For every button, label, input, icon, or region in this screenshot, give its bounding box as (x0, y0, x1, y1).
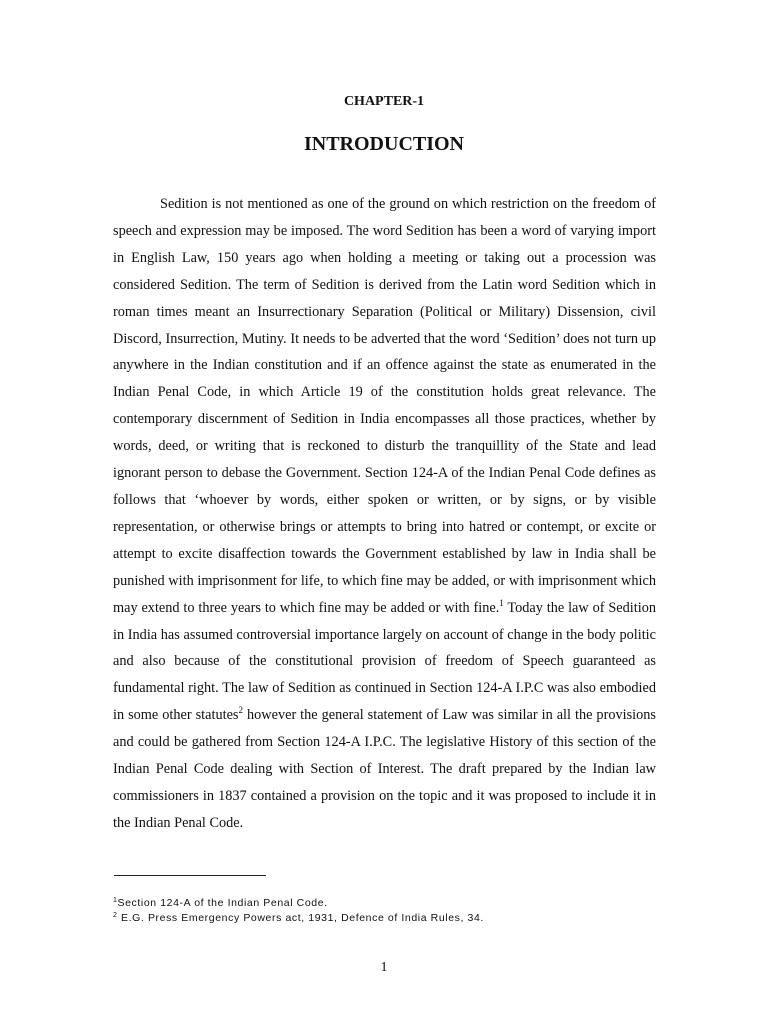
footnote-2 (113, 911, 656, 926)
chapter-label: CHAPTER-1 (343, 94, 425, 109)
footnote-text-1: Section 124-A of the Indian Penal Code. (117, 897, 328, 909)
body-text-part-2: Today the law of Sedition in India has assumed controversial importance largely on account of change in the body politic and also because of the constitutional provision of freedom of Speech guaranteed as fundamental right. The law of Sedition as continued in Section 124-A I.P.C was also embodied in some other statutes (113, 599, 656, 724)
body-text-part-3: however the general statement of Law was similar in all the provisions and could be gathered from Section 124-A I.P.C. The legislative History of this section of the Indian Penal Code dealing with Section of Interest. The draft prepared by the Indian law commissioners in 1837 contained a provision on the topic and it was proposed to include it in the Indian Penal Code. (113, 707, 657, 831)
body-text-part-1: Sedition is not mentioned as one of the ground on which restriction on the freedom of speech and expression may be imposed. The word Sedition has been a word of varying import in English Law, 150 years ago when holding a meeting or taking out a procession was considered Sedition. The term of Sedition is derived from the Latin word Sedition which in roman times meant an Insurrectionary Separation (Political or Military) Dissension, civil Discord, Insurrection, Mutiny. It needs to be adverted that the word ‘Sedition’ does not turn up anywhere in the Indian constitution and if an offence against the state as enumerated in the Indian Penal Code, in which Article 19 of the constitution holds great relevance. The contemporary discernment of Sedition in India encompasses all those practices, whether by words, deed, or writing that is reckoned to disturb the tranquillity of the State and lead ignorant person to debase the Government. Section 124-A of the Indian Penal Code defines as follows that ‘whoever by words, either spoken or written, or by signs, or by visible representation, or otherwise brings or attempts to bring into hatred or contempt, or excite or attempt to excite disaffection towards the Government established by law in India shall be punished with imprisonment for life, to which fine may be added, or with imprisonment which may extend to three years to which fine may be added or with fine. (113, 196, 656, 616)
footnotes (113, 896, 656, 926)
footnote-marker-2: 2 (113, 912, 118, 919)
body-paragraph (113, 191, 656, 837)
page-number: 1 (380, 960, 388, 975)
footnote-marker-1: 1 (113, 897, 118, 904)
footnote-1 (113, 896, 656, 911)
footnote-separator (114, 875, 266, 876)
footnote-reference-2: 2 (238, 705, 243, 716)
footnote-text-2: E.G. Press Emergency Powers act, 1931, Defence of India Rules, 34. (117, 912, 484, 924)
page-title: INTRODUCTION (303, 133, 465, 155)
footnote-reference-1: 1 (499, 597, 504, 608)
